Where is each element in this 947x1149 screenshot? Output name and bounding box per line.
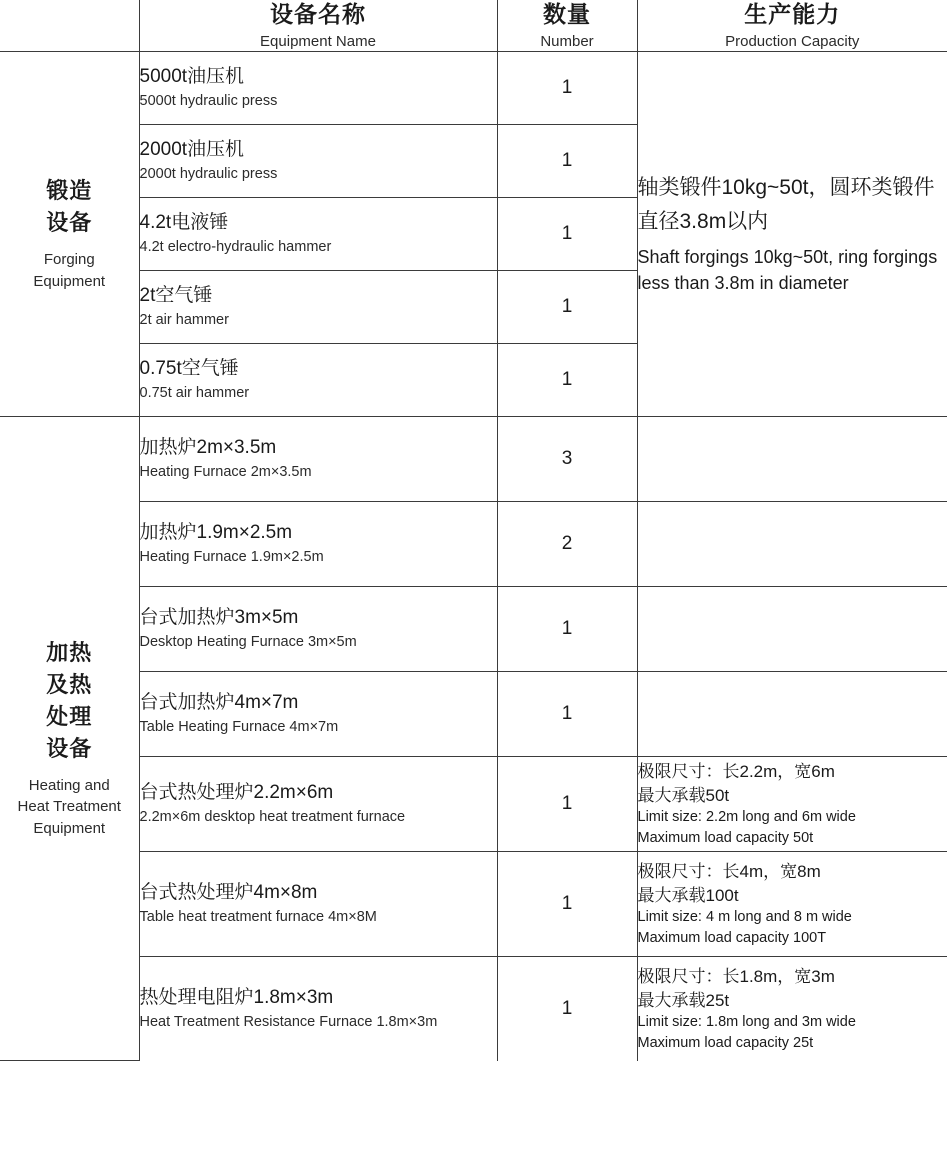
equipment-name-cell — [139, 586, 497, 671]
category-heating-en-line-3: Equipment — [33, 820, 106, 838]
equipment-number: 1 — [497, 197, 637, 270]
equipment-name-en: 2t air hammer — [139, 312, 229, 329]
table-row — [0, 956, 947, 1061]
equipment-name-cell — [139, 51, 497, 124]
category-heating-cn-line-2: 及热 — [46, 671, 93, 697]
equipment-number: 1 — [497, 586, 637, 671]
equipment-number: 1 — [497, 343, 637, 416]
header-number — [497, 0, 637, 51]
equipment-name-cell — [139, 124, 497, 197]
category-heating-equipment — [0, 416, 139, 1061]
equipment-name-cn: 2t空气锤 — [139, 284, 213, 306]
equipment-name-cn: 台式热处理炉4m×8m — [139, 881, 318, 903]
equipment-name-cn: 台式加热炉4m×7m — [139, 691, 299, 713]
table-row — [0, 851, 947, 956]
equipment-name-cell — [139, 956, 497, 1061]
capacity-cell — [637, 851, 947, 956]
capacity-forging-equipment — [637, 51, 947, 416]
equipment-number: 1 — [497, 51, 637, 124]
equipment-number: 3 — [497, 416, 637, 501]
category-heating-cn-line-1: 加热 — [46, 640, 93, 666]
equipment-name-cn: 2000t油压机 — [139, 138, 245, 160]
equipment-name-cell — [139, 343, 497, 416]
equipment-name-en: 0.75t air hammer — [139, 385, 250, 402]
equipment-name-en: Table heat treatment furnace 4m×8M — [139, 909, 377, 926]
equipment-name-cn: 加热炉2m×3.5m — [139, 436, 277, 458]
capacity-cn-line-2: 最大承载25t — [637, 990, 730, 1010]
category-forging-cn-line-1: 锻造 — [46, 178, 93, 204]
category-forging-equipment — [0, 51, 139, 416]
header-equipment-name-en: Equipment Name — [260, 32, 376, 50]
capacity-en-line-2: Maximum load capacity 50t — [637, 829, 814, 846]
equipment-name-en: Heat Treatment Resistance Furnace 1.8m×3m — [139, 1014, 438, 1031]
equipment-name-cell — [139, 756, 497, 851]
header-number-cn: 数量 — [543, 1, 591, 27]
capacity-cn-line-1: 极限尺寸：长1.8m，宽3m — [637, 966, 835, 986]
header-equipment-name — [139, 0, 497, 51]
equipment-number: 1 — [497, 851, 637, 956]
equipment-name-cell — [139, 501, 497, 586]
category-forging-cn-line-2: 设备 — [46, 210, 93, 235]
equipment-number: 1 — [497, 124, 637, 197]
equipment-name-cn: 0.75t空气锤 — [139, 357, 239, 379]
equipment-name-en: Heating Furnace 1.9m×2.5m — [139, 549, 324, 566]
equipment-name-en: Desktop Heating Furnace 3m×5m — [139, 634, 357, 651]
capacity-cell-empty — [637, 501, 947, 586]
category-heating-en-line-2: Heat Treatment — [17, 798, 121, 816]
capacity-cn-line-2: 最大承载50t — [637, 785, 730, 805]
category-heating-en-line-1: Heating and — [28, 776, 110, 794]
header-number-en: Number — [540, 32, 594, 50]
capacity-en-line-1: Limit size: 1.8m long and 3m wide — [637, 1014, 856, 1031]
table-header-row — [0, 0, 947, 51]
equipment-number: 2 — [497, 501, 637, 586]
equipment-number: 1 — [497, 756, 637, 851]
capacity-forging-cn: 轴类锻件10kg~50t，圆环类锻件直径3.8m以内 — [637, 176, 935, 233]
equipment-name-en: 2.2m×6m desktop heat treatment furnace — [139, 809, 406, 826]
category-forging-en-line-1: Forging — [43, 250, 95, 268]
capacity-en-line-2: Maximum load capacity 100T — [637, 929, 827, 946]
header-capacity-en: Production Capacity — [725, 32, 860, 50]
capacity-cn-line-1: 极限尺寸：长2.2m，宽6m — [637, 761, 835, 781]
equipment-name-cn: 加热炉1.9m×2.5m — [139, 521, 293, 543]
equipment-name-cn: 5000t油压机 — [139, 65, 245, 87]
equipment-name-cell — [139, 416, 497, 501]
equipment-number: 1 — [497, 270, 637, 343]
equipment-name-cell — [139, 197, 497, 270]
equipment-name-en: Table Heating Furnace 4m×7m — [139, 719, 339, 736]
category-heating-cn-line-4: 设备 — [46, 735, 93, 761]
capacity-cell-empty — [637, 671, 947, 756]
equipment-name-cn: 台式加热炉3m×5m — [139, 606, 299, 628]
header-category — [0, 0, 139, 51]
capacity-en-line-1: Limit size: 2.2m long and 6m wide — [637, 809, 856, 826]
capacity-en-line-1: Limit size: 4 m long and 8 m wide — [637, 909, 852, 926]
equipment-name-cell — [139, 671, 497, 756]
capacity-cn-line-2: 最大承载100t — [637, 885, 739, 905]
capacity-cn-line-1: 极限尺寸：长4m，宽8m — [637, 861, 821, 881]
header-capacity — [637, 0, 947, 51]
table-row — [0, 416, 947, 501]
header-capacity-cn: 生产能力 — [744, 1, 841, 27]
category-heating-cn-line-3: 处理 — [46, 703, 93, 729]
table-row — [0, 756, 947, 851]
equipment-number: 1 — [497, 956, 637, 1061]
equipment-name-en: 2000t hydraulic press — [139, 166, 278, 183]
table-row — [0, 671, 947, 756]
capacity-cell-empty — [637, 586, 947, 671]
table-row — [0, 586, 947, 671]
capacity-cell — [637, 756, 947, 851]
equipment-name-cell — [139, 851, 497, 956]
table-row — [0, 501, 947, 586]
equipment-name-en: Heating Furnace 2m×3.5m — [139, 464, 312, 481]
table-row — [0, 51, 947, 124]
equipment-name-cell — [139, 270, 497, 343]
capacity-forging-en: Shaft forgings 10kg~50t, ring forgings less than 3.8m in diameter — [637, 247, 938, 294]
equipment-number: 1 — [497, 671, 637, 756]
equipment-name-en: 5000t hydraulic press — [139, 93, 278, 110]
header-equipment-name-cn: 设备名称 — [270, 1, 366, 27]
category-forging-en-line-2: Equipment — [33, 272, 106, 290]
equipment-name-cn: 台式热处理炉2.2m×6m — [139, 781, 334, 803]
equipment-name-en: 4.2t electro-hydraulic hammer — [139, 239, 332, 256]
capacity-cell — [637, 956, 947, 1061]
equipment-name-cn: 热处理电阻炉1.8m×3m — [139, 986, 334, 1008]
capacity-cell-empty — [637, 416, 947, 501]
equipment-name-cn: 4.2t电液锤 — [139, 211, 229, 233]
capacity-en-line-2: Maximum load capacity 25t — [637, 1034, 814, 1051]
